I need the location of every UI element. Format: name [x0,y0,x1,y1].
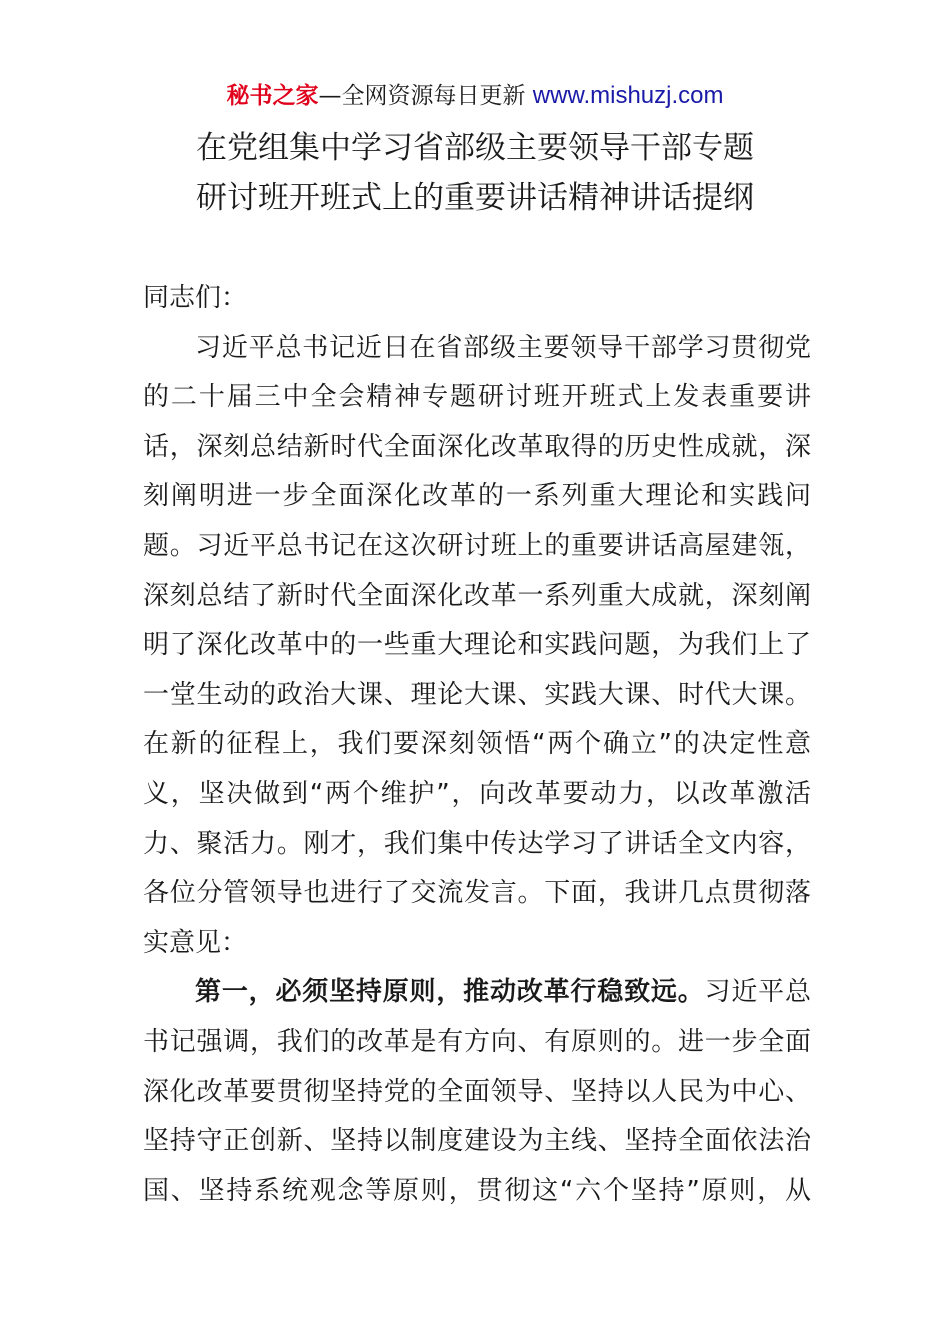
text-line: 深刻总结了新时代全面深化改革一系列重大成就，深刻阐 [143,580,811,611]
text-line: 坚持守正创新、坚持以制度建设为主线、坚持全面依法治 [143,1126,811,1157]
salutation: 同志们： [143,283,248,313]
document-body [143,274,811,1216]
title-line-1: 在党组集中学习省部级主要领导干部专题 [196,130,754,166]
paragraph-2 [143,968,811,1216]
section-heading-1: 第一，必须坚持原则，推动改革行稳致远。 [195,977,705,1008]
brand-name: 秘书之家 [226,83,319,109]
text-line: 一堂生动的政治大课、理论大课、实践大课、时代大课。 [143,679,811,710]
text-line: 力、聚活力。刚才，我们集中传达学习了讲话全文内容， [143,828,811,859]
paragraph-1 [143,324,811,969]
site-url[interactable]: www.mishuzj.com [532,82,724,109]
title-line-2: 研讨班开班式上的重要讲话精神讲话提纲 [196,180,754,216]
text-line: 各位分管领导也进行了交流发言。下面，我讲几点贯彻落 [143,878,811,909]
text-line: 明了深化改革中的一些重大理论和实践问题，为我们上了 [143,630,811,661]
text-line: 在新的征程上，我们要深刻领悟“两个确立”的决定性意 [143,729,811,760]
text-line: 书记强调，我们的改革是有方向、有原则的。进一步全面 [143,1026,811,1057]
text-line: 义，坚决做到“两个维护”，向改革要动力，以改革激活 [143,778,811,809]
text-line: 实意见： [143,927,248,958]
text-line-rest: 习近平总 [704,977,811,1008]
document-title [0,123,950,223]
text-line: 深化改革要贯彻坚持党的全面领导、坚持以人民为中心、 [143,1076,811,1107]
text-line: 题。习近平总书记在这次研讨班上的重要讲话高屋建瓴， [143,530,811,561]
text-line [143,968,811,1018]
text-line: 话，深刻总结新时代全面深化改革取得的历史性成就，深 [143,431,811,462]
text-line: 刻阐明进一步全面深化改革的一系列重大理论和实践问 [143,481,811,512]
header-tagline: —全网资源每日更新 [318,83,526,109]
text-line: 国、坚持系统观念等原则，贯彻这“六个坚持”原则，从 [143,1175,811,1206]
text-line: 的二十届三中全会精神专题研讨班开班式上发表重要讲 [143,382,811,413]
site-header [0,80,950,112]
text-line: 习近平总书记近日在省部级主要领导干部学习贯彻党 [195,332,811,363]
